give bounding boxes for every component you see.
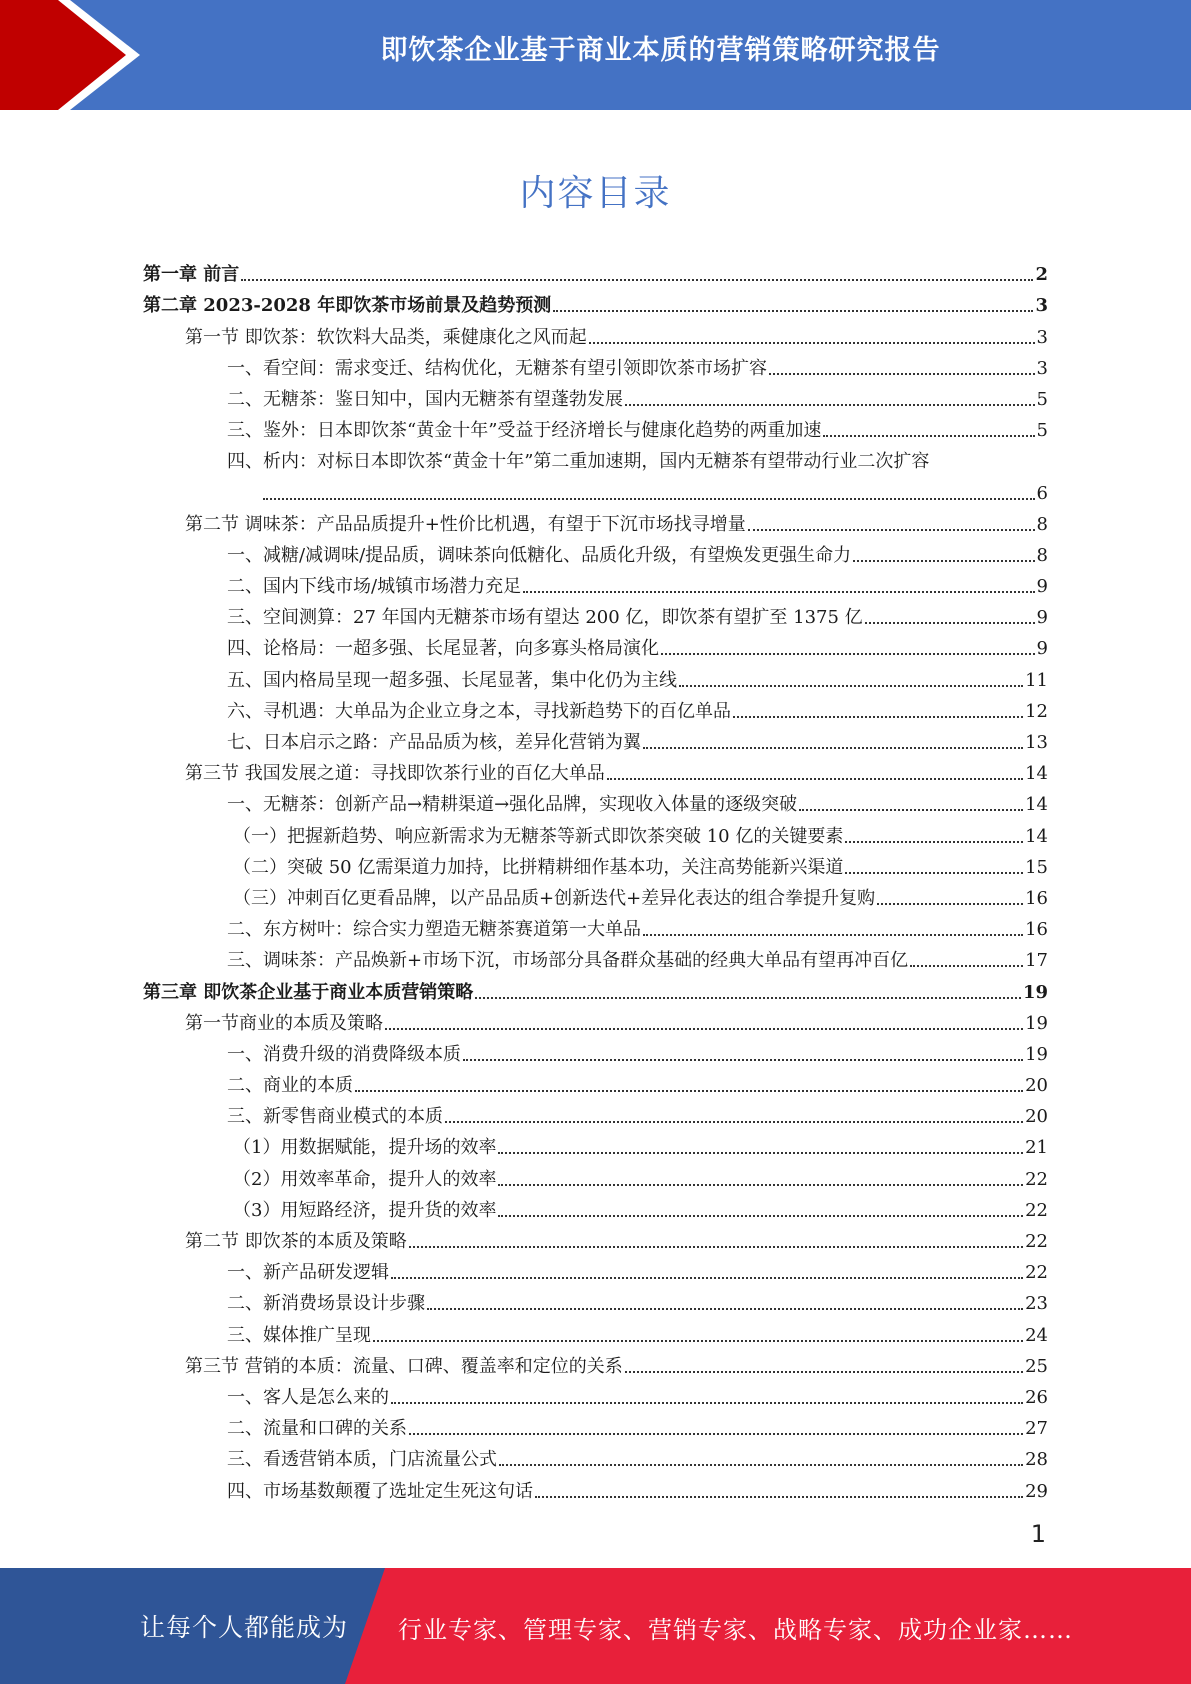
toc-entry[interactable]	[143, 380, 1048, 411]
toc-dot-leader	[475, 997, 1021, 999]
toc-entry[interactable]	[143, 1159, 1048, 1190]
toc-entry[interactable]	[143, 1315, 1048, 1346]
toc-entry-text: （2）用效率革命，提升人的效率	[233, 1168, 497, 1190]
toc-entry-text: 三、媒体推广呈现	[227, 1324, 371, 1346]
toc-entry-page: 29	[1025, 1480, 1048, 1502]
toc-dot-leader	[589, 342, 1035, 344]
toc-entry-text: 一、看空间：需求变迁、结构优化，无糖茶有望引领即饮茶市场扩容	[227, 357, 767, 379]
toc-entry-page: 23	[1025, 1293, 1048, 1315]
toc-entry-text: 一、客人是怎么来的	[227, 1386, 389, 1408]
toc-entry-page: 9	[1036, 638, 1048, 660]
toc-entry-text: （三）冲刺百亿更看品牌，以产品品质+创新迭代+差异化表达的组合拳提升复购	[233, 887, 876, 909]
toc-entry-text: 二、商业的本质	[227, 1075, 353, 1097]
toc-dot-leader	[769, 373, 1035, 375]
toc-entry-page: 22	[1025, 1231, 1048, 1252]
toc-entry[interactable]	[143, 1035, 1048, 1066]
toc-dot-leader	[799, 809, 1023, 811]
toc-dot-leader	[498, 1184, 1023, 1186]
footer-banner	[0, 1568, 1191, 1684]
toc-dot-leader	[625, 404, 1035, 406]
toc-entry[interactable]	[143, 317, 1048, 348]
toc-dot-leader	[823, 435, 1034, 437]
toc-entry-page: 3	[1036, 326, 1048, 348]
toc-entry-text: 二、无糖茶：鉴日知中，国内无糖茶有望蓬勃发展	[227, 388, 623, 410]
toc-entry-text: （二）突破 50 亿需渠道力加持，比拼精耕细作基本功，关注高势能新兴渠道	[233, 856, 844, 878]
toc-dot-leader	[553, 310, 1033, 312]
toc-entry-text: 三、新零售商业模式的本质	[227, 1106, 443, 1128]
toc-entry[interactable]	[143, 816, 1048, 847]
toc-entry-page: 14	[1025, 763, 1048, 785]
toc-dot-leader	[733, 716, 1023, 718]
toc-dot-leader	[427, 1308, 1023, 1310]
toc-entry[interactable]	[143, 1097, 1048, 1128]
toc-entry[interactable]	[143, 660, 1048, 691]
toc-entry[interactable]	[143, 941, 1048, 972]
toc-entry-text: 第二节 即饮茶的本质及策略	[185, 1231, 407, 1252]
toc-dot-leader	[845, 872, 1023, 874]
report-title: 即饮茶企业基于商业本质的营销策略研究报告	[380, 35, 941, 66]
toc-dot-leader	[625, 1371, 1023, 1373]
toc-dot-leader	[748, 529, 1035, 531]
toc-entry-page: 28	[1025, 1449, 1048, 1471]
toc-dot-leader	[409, 1246, 1023, 1248]
toc-entry-text: 三、空间测算：27 年国内无糖茶市场有望达 200 亿，即饮茶有望扩至 1375 亿	[227, 607, 863, 629]
toc-entry-text: （一）把握新趋势、响应新需求为无糖茶等新式即饮茶突破 10 亿的关键要素	[233, 825, 844, 847]
toc-entry-page: 19	[1025, 1043, 1048, 1065]
toc-dot-leader	[679, 685, 1023, 687]
toc-entry-page: 22	[1025, 1262, 1048, 1284]
toc-entry[interactable]	[143, 1222, 1048, 1253]
toc-entry-text: 第二节 调味茶：产品品质提升+性价比机遇，有望于下沉市场找寻增量	[185, 513, 746, 535]
toc-entry[interactable]	[143, 1128, 1048, 1159]
toc-entry-page: 14	[1025, 825, 1048, 847]
toc-dot-leader	[409, 1433, 1023, 1435]
toc-entry[interactable]	[143, 754, 1048, 785]
toc-entry-text: 五、国内格局呈现一超多强、长尾显著，集中化仍为主线	[227, 669, 677, 691]
toc-entry-page: 20	[1025, 1106, 1048, 1128]
toc-entry[interactable]	[143, 848, 1048, 879]
toc-entry[interactable]	[143, 567, 1048, 598]
toc-entry-text: 七、日本启示之路：产品品质为核，差异化营销为翼	[227, 732, 641, 753]
toc-entry[interactable]	[143, 910, 1048, 941]
toc-dot-leader	[385, 1028, 1023, 1030]
toc-entry[interactable]	[143, 255, 1048, 286]
toc-entry[interactable]	[143, 785, 1048, 816]
footer-slogan-right: 行业专家、管理专家、营销专家、战略专家、成功企业家……	[398, 1616, 1073, 1644]
toc-entry-text: 四、析内：对标日本即饮茶“黄金十年”第二重加速期，国内无糖茶有望带动行业二次扩容	[227, 451, 930, 473]
toc-dot-leader	[845, 841, 1023, 843]
toc-entry-text: 第三节 营销的本质：流量、口碑、覆盖率和定位的关系	[185, 1355, 623, 1377]
toc-entry-text: 二、新消费场景设计步骤	[227, 1293, 425, 1315]
toc-entry-text: 二、国内下线市场/城镇市场潜力充足	[227, 576, 522, 598]
toc-dot-leader	[643, 934, 1023, 936]
toc-entry-page: 9	[1036, 576, 1048, 598]
toc-entry-text: 第一节 即饮茶：软饮料大品类，乘健康化之风而起	[185, 326, 587, 348]
toc-entry-page: 15	[1025, 856, 1048, 878]
toc-dot-leader	[463, 1059, 1023, 1061]
toc-entry-text: （1）用数据赋能，提升场的效率	[233, 1137, 497, 1159]
toc-entry[interactable]	[143, 442, 1048, 473]
toc-entry[interactable]	[143, 1066, 1048, 1097]
toc-entry-text: 一、消费升级的消费降级本质	[227, 1043, 461, 1065]
toc-entry-text: 第三节 我国发展之道：寻找即饮茶行业的百亿大单品	[185, 763, 605, 785]
toc-entry[interactable]	[143, 411, 1048, 442]
toc-entry-page: 8	[1036, 513, 1048, 535]
toc-entry[interactable]	[143, 349, 1048, 380]
toc-entry-page: 25	[1025, 1355, 1048, 1377]
toc-entry-page: 8	[1036, 544, 1048, 566]
toc-entry-page: 21	[1025, 1137, 1048, 1159]
toc-entry-page: 19	[1025, 1012, 1048, 1034]
toc-entry-text: 一、无糖茶：创新产品→精耕渠道→强化品牌，实现收入体量的逐级突破	[227, 794, 798, 816]
header-band	[0, 0, 1191, 110]
toc-dot-leader	[499, 1464, 1023, 1466]
toc-entry[interactable]	[143, 473, 1048, 504]
toc-dot-leader	[535, 1496, 1023, 1498]
toc-entry-text: 四、市场基数颠覆了选址定生死这句话	[227, 1480, 533, 1502]
toc-entry-text: 二、流量和口碑的关系	[227, 1418, 407, 1440]
toc-entry[interactable]	[143, 1191, 1048, 1222]
toc-entry[interactable]	[143, 286, 1048, 317]
toc-entry-page: 3	[1035, 295, 1048, 317]
toc-entry[interactable]	[143, 1004, 1048, 1035]
toc-entry-text: 一、新产品研发逻辑	[227, 1262, 389, 1284]
toc-dot-leader	[910, 965, 1023, 967]
toc-entry[interactable]	[143, 692, 1048, 723]
toc-dot-leader	[877, 903, 1023, 905]
toc-dot-leader	[391, 1277, 1023, 1279]
toc-dot-leader	[607, 778, 1023, 780]
toc-dot-leader	[355, 1090, 1023, 1092]
toc-entry-text: 第一节商业的本质及策略	[185, 1012, 383, 1034]
table-of-contents	[143, 255, 1048, 1503]
toc-entry-page: 22	[1025, 1199, 1048, 1221]
toc-entry[interactable]	[143, 629, 1048, 660]
toc-entry-page: 19	[1022, 981, 1048, 1003]
toc-dot-leader	[373, 1340, 1023, 1342]
toc-entry-page: 5	[1036, 420, 1048, 442]
toc-entry-page: 6	[1036, 482, 1048, 504]
toc-entry-page: 14	[1025, 794, 1048, 816]
toc-dot-leader	[263, 498, 1035, 500]
toc-dot-leader	[241, 279, 1033, 281]
toc-entry[interactable]	[143, 1347, 1048, 1378]
toc-entry-page: 12	[1025, 700, 1048, 722]
toc-entry[interactable]	[143, 879, 1048, 910]
toc-entry-page: 17	[1025, 950, 1048, 972]
toc-entry-page: 20	[1025, 1075, 1048, 1097]
toc-entry[interactable]	[143, 505, 1048, 536]
toc-entry[interactable]	[143, 1471, 1048, 1502]
toc-dot-leader	[523, 591, 1034, 593]
toc-entry-page: 27	[1025, 1418, 1048, 1440]
toc-entry-page: 2	[1035, 264, 1048, 286]
toc-dot-leader	[865, 622, 1035, 624]
toc-entry-page: 13	[1025, 732, 1048, 753]
toc-dot-leader	[391, 1402, 1023, 1404]
toc-entry-page: 11	[1025, 669, 1048, 691]
toc-entry-text: 三、看透营销本质，门店流量公式	[227, 1449, 497, 1471]
toc-entry-page: 16	[1025, 887, 1048, 909]
toc-entry-text: （3）用短路经济，提升货的效率	[233, 1199, 497, 1221]
toc-entry-page: 16	[1025, 919, 1048, 941]
toc-entry[interactable]	[143, 1378, 1048, 1409]
toc-dot-leader	[498, 1152, 1023, 1154]
toc-entry-text: 六、寻机遇：大单品为企业立身之本，寻找新趋势下的百亿单品	[227, 700, 731, 722]
toc-entry-text: 第二章 2023-2028 年即饮茶市场前景及趋势预测	[143, 295, 552, 317]
toc-entry[interactable]	[143, 723, 1048, 754]
toc-entry[interactable]	[143, 972, 1048, 1003]
toc-entry[interactable]	[143, 1440, 1048, 1471]
toc-entry[interactable]	[143, 1284, 1048, 1315]
toc-entry-page: 24	[1025, 1324, 1048, 1346]
toc-entry-text: 第一章 前言	[143, 264, 240, 286]
toc-entry-text: 一、减糖/减调味/提品质，调味茶向低糖化、品质化升级，有望焕发更强生命力	[227, 544, 852, 566]
toc-entry[interactable]	[143, 598, 1048, 629]
toc-entry-page: 26	[1025, 1386, 1048, 1408]
toc-dot-leader	[643, 747, 1023, 749]
toc-dot-leader	[661, 653, 1035, 655]
page-number: 1	[1030, 1520, 1046, 1548]
toc-entry[interactable]	[143, 1409, 1048, 1440]
toc-entry-page: 22	[1025, 1168, 1048, 1190]
header-arrow-icon	[0, 0, 160, 110]
toc-dot-leader	[445, 1121, 1023, 1123]
toc-entry-text: 三、鉴外：日本即饮茶“黄金十年”受益于经济增长与健康化趋势的两重加速	[227, 420, 822, 442]
toc-entry-text: 第三章 即饮茶企业基于商业本质营销策略	[143, 981, 474, 1003]
toc-entry-page: 9	[1036, 607, 1048, 629]
toc-entry-text: 二、东方树叶：综合实力塑造无糖茶赛道第一大单品	[227, 919, 641, 941]
toc-title: 内容目录	[519, 173, 672, 214]
toc-entry-text: 四、论格局：一超多强、长尾显著，向多寡头格局演化	[227, 638, 659, 660]
toc-entry-page: 5	[1036, 388, 1048, 410]
toc-dot-leader	[853, 560, 1034, 562]
footer-slogan-left: 让每个人都能成为	[140, 1613, 349, 1642]
toc-dot-leader	[498, 1215, 1023, 1217]
toc-entry-page: 3	[1036, 357, 1048, 379]
toc-entry-text: 三、调味茶：产品焕新+市场下沉，市场部分具备群众基础的经典大单品有望再冲百亿	[227, 950, 909, 972]
toc-entry[interactable]	[143, 536, 1048, 567]
toc-entry[interactable]	[143, 1253, 1048, 1284]
